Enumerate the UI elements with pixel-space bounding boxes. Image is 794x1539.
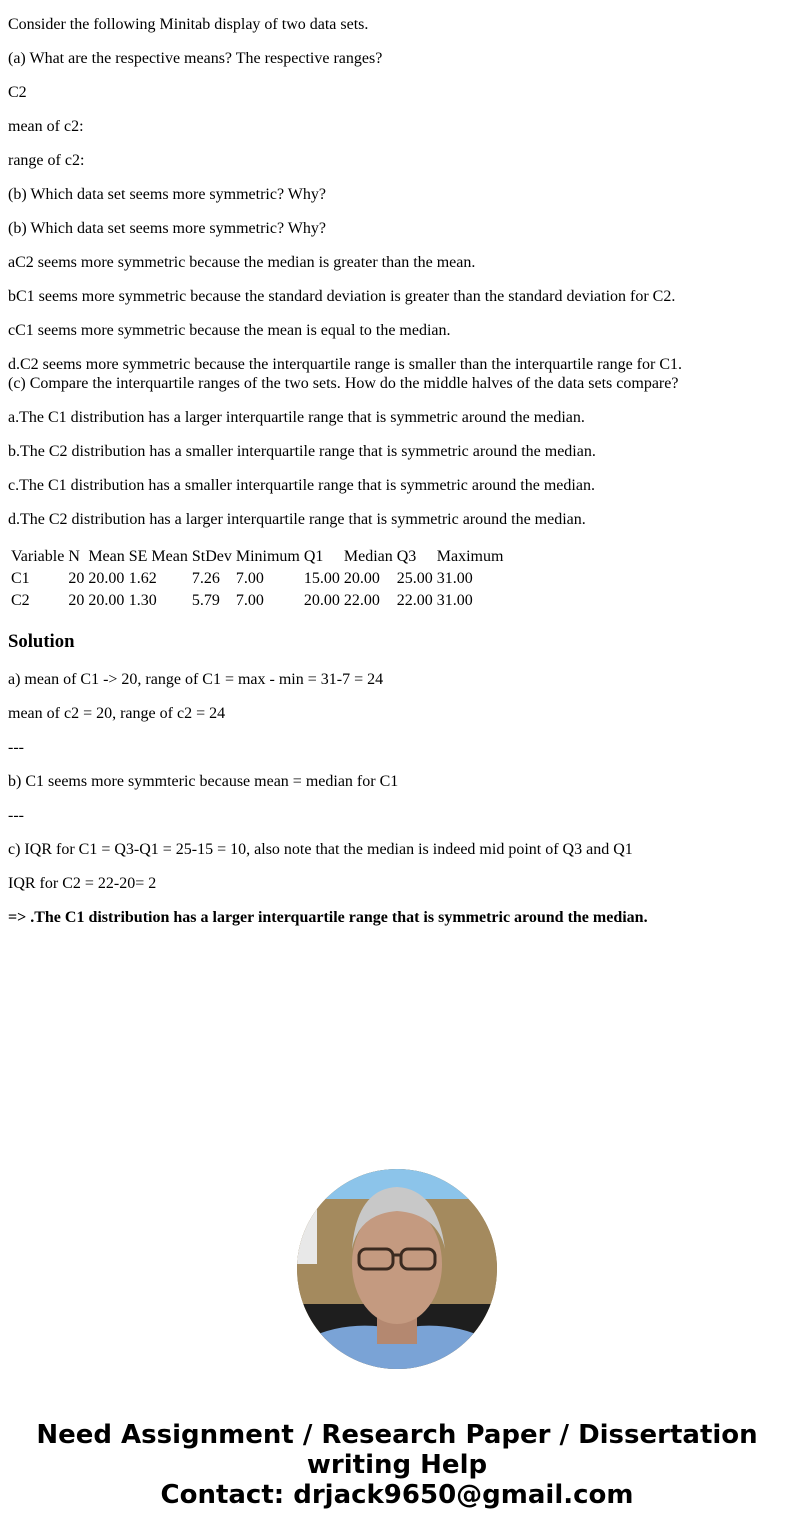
header-cell: Maximum xyxy=(436,548,504,565)
cell: 22.00 xyxy=(396,592,433,609)
table-row xyxy=(10,569,504,589)
range-c2-label: range of c2: xyxy=(8,152,85,169)
cell: C1 xyxy=(11,570,30,587)
header-cell: Minimum xyxy=(235,548,300,565)
solution-line: a) mean of C1 -> 20, range of C1 = max - min = 31-7 = 24 xyxy=(8,671,384,688)
table-row xyxy=(10,591,504,611)
cell: 25.00 xyxy=(396,570,433,587)
table-header-row xyxy=(10,547,504,567)
cell: 5.79 xyxy=(191,592,220,609)
solution-heading: Solution xyxy=(8,631,75,652)
b-option: bC1 seems more symmetric because the standard deviation is greater than the standard deviation for C2. xyxy=(8,288,676,305)
cell: 7.00 xyxy=(235,570,264,587)
intro: Consider the following Minitab display of two data sets. xyxy=(8,16,369,33)
cell: 7.26 xyxy=(191,570,220,587)
cell: 7.00 xyxy=(235,592,264,609)
question-c: (c) Compare the interquartile ranges of the two sets. How do the middle halves of the data sets compare? xyxy=(8,375,679,392)
cell: 31.00 xyxy=(436,592,473,609)
solution-line: b) C1 seems more symmteric because mean = median for C1 xyxy=(8,773,399,790)
cell: 20.00 xyxy=(88,592,125,609)
c-option: d.The C2 distribution has a larger interquartile range that is symmetric around the median. xyxy=(8,511,586,528)
solution-line: IQR for C2 = 22-20= 2 xyxy=(8,875,157,892)
cell: 20.00 xyxy=(343,570,380,587)
cell: 1.30 xyxy=(128,592,157,609)
document xyxy=(0,16,794,927)
header-cell: Median xyxy=(343,548,393,565)
question-a: (a) What are the respective means? The respective ranges? xyxy=(8,50,383,67)
cell: 20 xyxy=(68,570,85,587)
cell: C2 xyxy=(11,592,30,609)
solution-answer: => .The C1 distribution has a larger interquartile range that is symmetric around the median. xyxy=(8,909,648,926)
c-option: b.The C2 distribution has a smaller interquartile range that is symmetric around the median. xyxy=(8,443,596,460)
c-option: a.The C1 distribution has a larger interquartile range that is symmetric around the median. xyxy=(8,409,585,426)
header-cell: Variable xyxy=(11,548,65,565)
cell: 31.00 xyxy=(436,570,473,587)
cell: 20.00 xyxy=(88,570,125,587)
b-option: cC1 seems more symmetric because the mean is equal to the median. xyxy=(8,322,451,339)
solution-line: --- xyxy=(8,807,24,824)
c2-label: C2 xyxy=(8,84,27,101)
header-cell: StDev xyxy=(191,548,232,565)
footer-ad xyxy=(0,1420,794,1510)
header-cell: Mean xyxy=(88,548,125,565)
cell: 20.00 xyxy=(303,592,340,609)
b-option: aC2 seems more symmetric because the median is greater than the mean. xyxy=(8,254,476,271)
mean-c2-label: mean of c2: xyxy=(8,118,84,135)
minitab-table xyxy=(8,545,506,613)
footer-contact: Contact: drjack9650@gmail.com xyxy=(160,1480,634,1510)
author-photo xyxy=(297,1169,497,1369)
footer-line: Need Assignment / Research Paper / Dissertation xyxy=(36,1420,758,1450)
cell: 20 xyxy=(68,592,85,609)
question-b-repeat: (b) Which data set seems more symmetric? Why? xyxy=(8,220,326,237)
b-option: d.C2 seems more symmetric because the interquartile range is smaller than the interquartile range for C1. xyxy=(8,356,682,373)
header-cell: N xyxy=(68,548,80,565)
footer-line: writing Help xyxy=(306,1450,488,1480)
solution-line: mean of c2 = 20, range of c2 = 24 xyxy=(8,705,226,722)
solution-line: c) IQR for C1 = Q3-Q1 = 25-15 = 10, also note that the median is indeed mid point of Q3 and Q1 xyxy=(8,841,633,858)
solution-line: --- xyxy=(8,739,24,756)
c-option: c.The C1 distribution has a smaller interquartile range that is symmetric around the median. xyxy=(8,477,595,494)
portrait-image xyxy=(297,1169,497,1369)
cell: 1.62 xyxy=(128,570,157,587)
cell: 22.00 xyxy=(343,592,380,609)
header-cell: SE Mean xyxy=(128,548,188,565)
cell: 15.00 xyxy=(303,570,340,587)
header-cell: Q1 xyxy=(303,548,324,565)
header-cell: Q3 xyxy=(396,548,417,565)
question-b: (b) Which data set seems more symmetric? Why? xyxy=(8,186,326,203)
